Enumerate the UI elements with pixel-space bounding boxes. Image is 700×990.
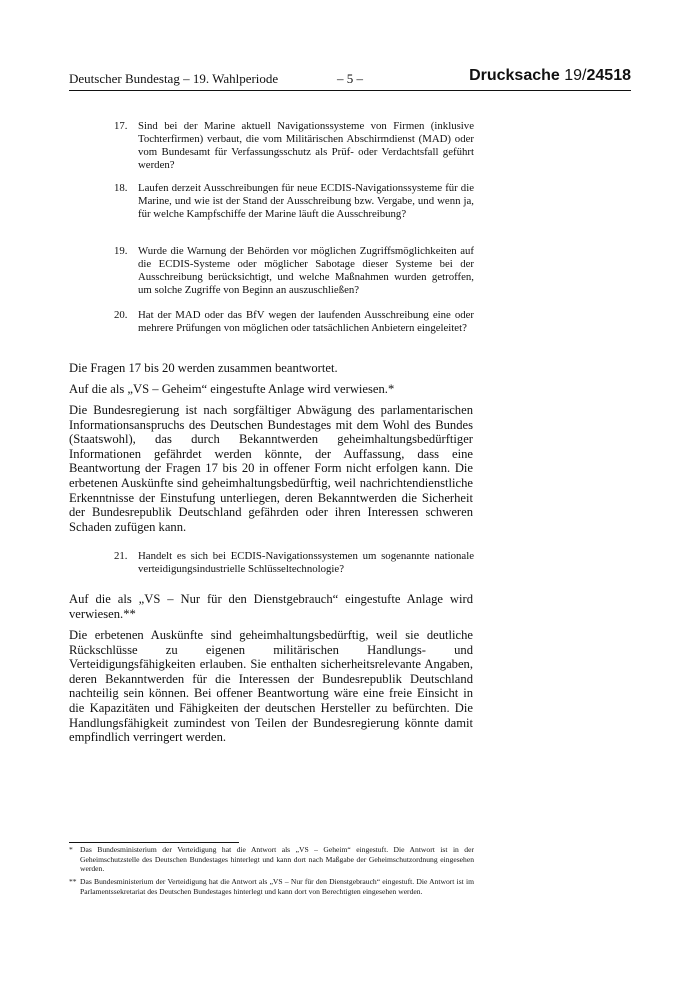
doc-num-prefix: 19/ bbox=[564, 67, 587, 84]
footnote-text: Das Bundesministerium der Verteidigung hat die Antwort als „VS – Geheim“ eingestuft. Die Antwort ist in der Geheimschutzstelle des Deutschen Bundestages hinterlegt und kann dort nach Maßgabe der Geheimschutzordnung eingesehen werden. bbox=[80, 845, 474, 874]
question-number: 17. bbox=[114, 120, 128, 132]
footnote-divider bbox=[69, 842, 239, 843]
answer-intro: Die Fragen 17 bis 20 werden zusammen beantwortet. bbox=[69, 361, 338, 375]
header-parliament: Deutscher Bundestag – 19. Wahlperiode bbox=[69, 71, 279, 86]
question-text: Sind bei der Marine aktuell Navigationssysteme von Firmen (inklusive Tochterfirmen) verbaut, die vom Militärischen Abschirmdienst (MAD) oder vom Bundesamt für Verfassungsschutz als Prüf- oder Verdachtsfall geführt werden? bbox=[138, 120, 474, 171]
header-divider bbox=[69, 90, 631, 91]
footnote-text: Das Bundesministerium der Verteidigung hat die Antwort als „VS – Nur für den Dienstgebrauch“ eingestuft. Die Antwort ist im Parlamentssekretariat des Deutschen Bundestages hinterlegt und kann dort von Berechtigten eingesehen werden. bbox=[80, 877, 474, 896]
doc-label: Drucksache bbox=[469, 67, 565, 84]
question-text: Hat der MAD oder das BfV wegen der laufenden Ausschreibung eine oder mehrere Prüfungen von möglichen oder tatsächlichen Anbietern eingeleitet? bbox=[138, 309, 474, 334]
question-21 bbox=[114, 550, 474, 576]
question-text: Laufen derzeit Ausschreibungen für neue ECDIS-Navigationssysteme für die Marine, und wie ist der Stand der Ausschreibung bzw. Vergabe, und wenn ja, für welche Kampfschiffe der Marine läuft die Ausschreibung? bbox=[138, 182, 474, 220]
question-text: Wurde die Warnung der Behörden vor möglichen Zugriffsmöglichkeiten auf die ECDIS-Systeme oder möglicher Sabotage dieser Systeme bei der Ausschreibung berücksichtigt, und welche Maßnahmen wurden getroffen, um solche Zugriffe von Beginn an auszuschließen? bbox=[138, 245, 474, 296]
question-number: 20. bbox=[114, 309, 128, 321]
footnote-1 bbox=[69, 845, 474, 874]
question-20 bbox=[114, 309, 474, 335]
doc-num: 24518 bbox=[586, 67, 631, 84]
page-number: – 5 – bbox=[337, 71, 363, 86]
document-number bbox=[469, 67, 631, 85]
question-18 bbox=[114, 182, 474, 221]
page-header bbox=[69, 67, 631, 90]
question-text: Handelt es sich bei ECDIS-Navigationssystemen um sogenannte nationale verteidigungsindustrielle Schlüsseltechnologie? bbox=[138, 550, 474, 575]
footnote-mark: ** bbox=[69, 877, 77, 886]
answer-reference-secret: Auf die als „VS – Geheim“ eingestufte Anlage wird verwiesen.* bbox=[69, 382, 395, 396]
question-number: 19. bbox=[114, 245, 128, 257]
footnote-2 bbox=[69, 877, 474, 896]
footnote-mark: * bbox=[69, 845, 73, 854]
answer-reference-restricted: Auf die als „VS – Nur für den Dienstgebrauch“ eingestufte Anlage wird verwiesen.** bbox=[69, 592, 473, 621]
question-17 bbox=[114, 120, 474, 172]
answer-body: Die Bundesregierung ist nach sorgfältiger Abwägung des parlamentarischen Informationsanspruchs des Deutschen Bundestages mit dem Wohl des Bundes (Staatswohl), das durch Bekanntwerden geheimhaltungsbedürftiger Informationen gefährdet werden könnte, der Auffassung, dass eine Beantwortung der Fragen 17 bis 20 in offener Form nicht erfolgen kann. Die erbetenen Auskünfte sind geheimhaltungsbedürftig, weil nachrichtendienstliche Erkenntnisse der Einstufung unterliegen, deren Bekanntwerden die Sicherheit der Bundesrepublik Deutschland gefährden oder ihren Interessen schweren Schaden zufügen kann. bbox=[69, 403, 473, 534]
question-19 bbox=[114, 245, 474, 297]
question-number: 18. bbox=[114, 182, 128, 194]
answer-body-21: Die erbetenen Auskünfte sind geheimhaltungsbedürftig, weil sie deutliche Rückschlüsse zu eigenen militärischen Handlungs- und Verteidigungsfähigkeiten erlauben. Sie enthalten sicherheitsrelevante Angaben, deren Bekanntwerden für die Interessen der Bundesrepublik Deutschland nachteilig sein können. Bei offener Beantwortung wäre eine freie Einsicht in die Kapazitäten und Fähigkeiten der deutschen Hersteller zu befürchten. Die Handlungsfähigkeit zumindest von Teilen der Bundesregierung könnte damit empfindlich verringert werden. bbox=[69, 628, 473, 745]
question-number: 21. bbox=[114, 550, 128, 562]
